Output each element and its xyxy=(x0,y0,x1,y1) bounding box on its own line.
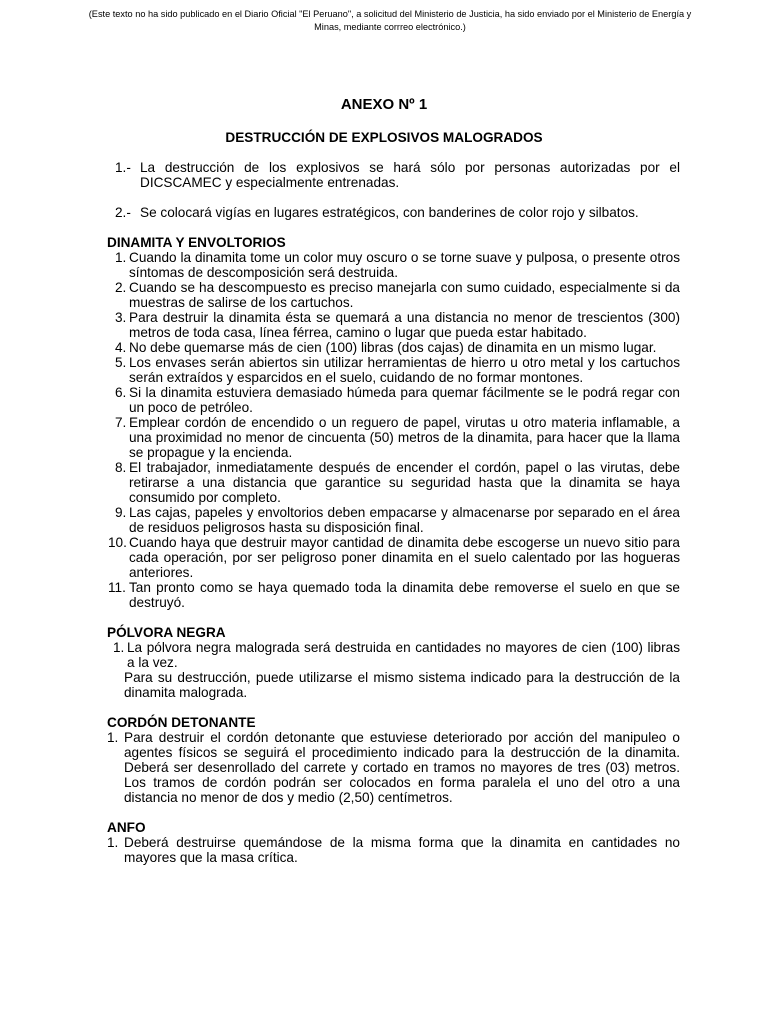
intro-item-text: Se colocará vigías en lugares estratégicos, con banderines de color rojo y silbatos. xyxy=(140,205,639,220)
intro-item-number: 2.- xyxy=(115,205,131,220)
list-item xyxy=(115,505,680,535)
list-item xyxy=(115,310,680,340)
list-item-text: Si la dinamita estuviera demasiado húmeda para quemar fácilmente se le podrá regar con un poco de petróleo. xyxy=(129,385,680,415)
list-item-number: 9. xyxy=(115,505,127,520)
list-item-number: 7. xyxy=(115,415,127,430)
list-item-number: 4. xyxy=(115,340,127,355)
section-heading-polvora: PÓLVORA NEGRA xyxy=(107,625,226,640)
list-item xyxy=(115,385,680,415)
list-item-number: 10. xyxy=(108,535,127,550)
list-item-text: Para destruir la dinamita ésta se quemará a una distancia no menor de trescientos (300) metros de toda casa, línea férrea, camino o lugar que pueda estar habitado. xyxy=(129,310,680,340)
list-item-text: Las cajas, papeles y envoltorios deben empacarse y almacenarse por separado en el área de residuos peligrosos hasta su disposición final. xyxy=(129,505,680,535)
section-heading-anfo: ANFO xyxy=(107,820,146,835)
publication-note: (Este texto no ha sido publicado en el Diario Oficial "El Peruano", a solicitud del Ministerio de Justicia, ha sido enviado por el Ministerio de Energía y Minas, mediante corrreo electrónico.) xyxy=(88,9,692,32)
intro-item xyxy=(115,160,680,190)
list-item-text: Emplear cordón de encendido o un reguero de papel, virutas u otro materia inflamable, a una proximidad no menor de cincuenta (50) metros de la dinamita, para hacer que la llama se propague y la encienda. xyxy=(129,415,680,460)
list-item xyxy=(115,460,680,505)
list-item xyxy=(115,355,680,385)
list-item-number: 2. xyxy=(115,280,127,295)
list-item-text: Para destruir el cordón detonante que estuviese deteriorado por acción del manipuleo o agentes físicos se seguirá el procedimiento indicado para la destrucción de la dinamita. Deberá ser desenrollado del carrete y cortado en tramos no mayores de tres (03) metros. Los tramos de cordón podrán ser colocados en forma paralela el uno del otro a una distancia no menor de dos y medio (2,50) centímetros. xyxy=(124,730,680,805)
polvora-paragraph: Para su destrucción, puede utilizarse el mismo sistema indicado para la destrucción de la dinamita malograda. xyxy=(124,670,680,700)
list-item xyxy=(113,640,680,670)
list-item xyxy=(108,535,680,580)
intro-item-text: La destrucción de los explosivos se hará sólo por personas autorizadas por el DICSCAMEC y especialmente entrenadas. xyxy=(140,160,680,190)
list-item-text: La pólvora negra malograda será destruida en cantidades no mayores de cien (100) libras a la vez. xyxy=(127,640,680,670)
list-item xyxy=(107,730,680,805)
intro-item-number: 1.- xyxy=(115,160,131,175)
dinamita-list xyxy=(108,250,680,610)
list-item-text: Cuando se ha descompuesto es preciso manejarla con sumo cuidado, especialmente si da muestras de salirse de los cartuchos. xyxy=(129,280,680,310)
list-item-text: No debe quemarse más de cien (100) libras (dos cajas) de dinamita en un mismo lugar. xyxy=(129,340,657,355)
list-item xyxy=(107,835,680,865)
list-item-number: 3. xyxy=(115,310,127,325)
annex-title: ANEXO Nº 1 xyxy=(340,96,428,113)
list-item-number: 5. xyxy=(115,355,127,370)
document-body xyxy=(107,158,680,865)
section-heading-dinamita: DINAMITA Y ENVOLTORIOS xyxy=(107,235,286,250)
list-item-number: 1. xyxy=(113,640,125,655)
section-heading-cordon: CORDÓN DETONANTE xyxy=(107,715,256,730)
list-item-text: Deberá destruirse quemándose de la misma forma que la dinamita en cantidades no mayores que la masa crítica. xyxy=(124,835,680,865)
list-item-number: 1. xyxy=(107,730,119,745)
list-item-text: El trabajador, inmediatamente después de encender el cordón, papel o las virutas, debe retirarse a una distancia que garantice su seguridad hasta que la dinamita se haya consumido por completo. xyxy=(129,460,680,505)
list-item-text: Cuando la dinamita tome un color muy oscuro o se torne suave y pulposa, o presente otros síntomas de descomposición será destruida. xyxy=(129,250,680,280)
list-item xyxy=(115,415,680,460)
annex-subtitle: DESTRUCCIÓN DE EXPLOSIVOS MALOGRADOS xyxy=(225,130,543,145)
list-item-number: 1. xyxy=(107,835,119,850)
list-item-number: 11. xyxy=(108,580,126,595)
list-item-text: Los envases serán abiertos sin utilizar herramientas de hierro u otro metal y los cartuchos serán extraídos y esparcidos en el suelo, cuidando de no formar montones. xyxy=(129,355,680,385)
list-item-number: 1. xyxy=(115,250,127,265)
list-item-text: Tan pronto como se haya quemado toda la dinamita debe removerse el suelo en que se destruyó. xyxy=(129,580,680,610)
list-item xyxy=(115,340,680,355)
list-item xyxy=(115,250,680,280)
intro-item xyxy=(115,205,680,220)
list-item-number: 6. xyxy=(115,385,127,400)
list-item xyxy=(115,280,680,310)
list-item-text: Cuando haya que destruir mayor cantidad de dinamita debe escogerse un nuevo sitio para cada operación, por ser peligroso poner dinamita en el suelo calentado por las hogueras anteriores. xyxy=(129,535,680,580)
list-item xyxy=(108,580,680,610)
list-item-number: 8. xyxy=(115,460,127,475)
